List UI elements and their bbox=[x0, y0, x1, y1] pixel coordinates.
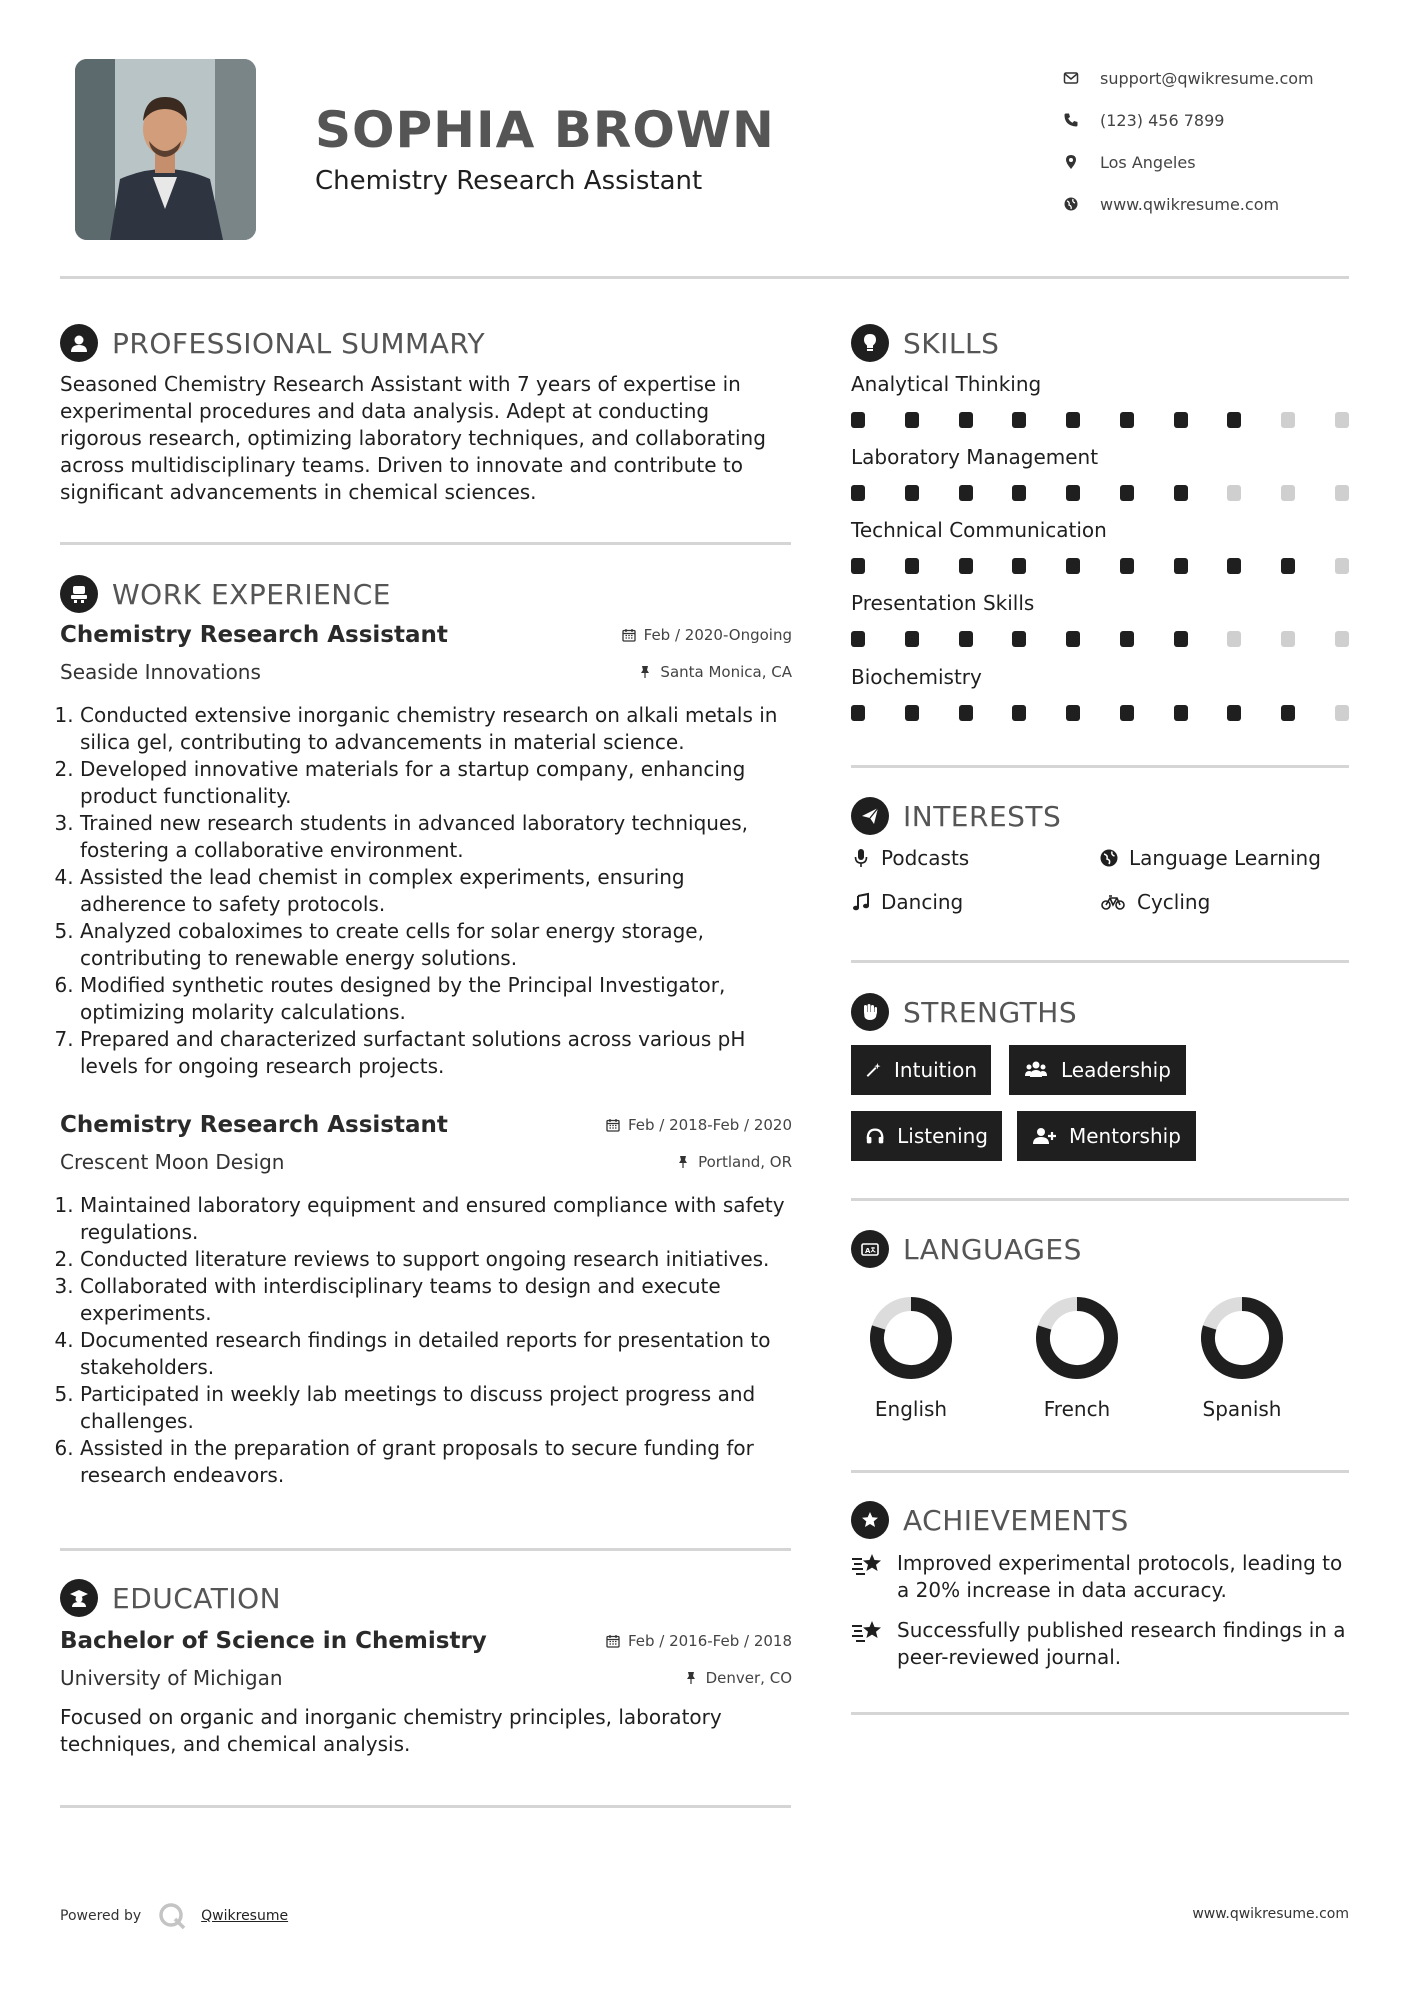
skill-name: Biochemistry bbox=[851, 665, 982, 689]
contact-list bbox=[1062, 57, 1382, 225]
shooting-star-icon bbox=[851, 1550, 885, 1580]
skill-dot-filled bbox=[1066, 705, 1080, 721]
contact-location bbox=[1062, 141, 1382, 183]
language-ring bbox=[868, 1295, 954, 1381]
skill-name: Presentation Skills bbox=[851, 591, 1035, 615]
skill-dot-empty bbox=[1335, 705, 1349, 721]
skill-dot-filled bbox=[851, 558, 865, 574]
skill-dot-empty bbox=[1335, 558, 1349, 574]
job-entry bbox=[60, 622, 792, 1080]
magic-wand-icon bbox=[865, 1059, 882, 1081]
candidate-name: SOPHIA BROWN bbox=[315, 101, 775, 159]
skill-dot-filled bbox=[1066, 485, 1080, 501]
calendar-icon bbox=[606, 1118, 620, 1132]
music-note-icon bbox=[851, 892, 871, 912]
languages-heading bbox=[851, 1230, 1082, 1268]
strength-tag bbox=[1009, 1045, 1186, 1095]
list-item: 7. Prepared and characterized surfactant solutions across various pH levels for ongoing research projects. bbox=[80, 1026, 792, 1080]
fist-icon bbox=[851, 993, 889, 1031]
envelope-icon bbox=[1062, 69, 1080, 87]
strength-tag bbox=[851, 1111, 1002, 1161]
skill-dot-filled bbox=[1227, 558, 1241, 574]
education-dates bbox=[606, 1632, 792, 1650]
job-location-text: Santa Monica, CA bbox=[660, 663, 792, 681]
svg-text:A: A bbox=[865, 1247, 871, 1255]
globe-icon bbox=[1099, 848, 1119, 868]
skill-dot-empty bbox=[1335, 485, 1349, 501]
paper-plane-icon bbox=[851, 797, 889, 835]
skill-rating bbox=[851, 631, 1349, 647]
graduate-icon bbox=[60, 1579, 98, 1617]
list-item: 1. Conducted extensive inorganic chemistry research on alkali metals in silica gel, contributing to advancements in material science. bbox=[80, 702, 792, 756]
user-plus-icon bbox=[1031, 1125, 1057, 1147]
skill-item bbox=[851, 372, 1349, 428]
strength-tag bbox=[1017, 1111, 1196, 1161]
education-divider bbox=[60, 1805, 791, 1808]
contact-phone-text: (123) 456 7899 bbox=[1100, 110, 1225, 130]
skill-dot-filled bbox=[1012, 631, 1026, 647]
contact-website-text: www.qwikresume.com bbox=[1100, 194, 1280, 214]
list-item: 6. Modified synthetic routes designed by the Principal Investigator, optimizing molarity calculations. bbox=[80, 972, 792, 1026]
list-item: 2. Conducted literature reviews to support ongoing research initiatives. bbox=[80, 1246, 792, 1273]
map-pin-icon bbox=[1062, 153, 1080, 171]
interest-label: Cycling bbox=[1137, 890, 1211, 914]
skill-dot-empty bbox=[1335, 412, 1349, 428]
contact-email[interactable] bbox=[1062, 57, 1382, 99]
language-item bbox=[1177, 1295, 1307, 1421]
language-ring bbox=[1199, 1295, 1285, 1381]
languages-divider bbox=[851, 1470, 1349, 1473]
language-name: Spanish bbox=[1202, 1397, 1282, 1421]
skill-dot-filled bbox=[1120, 485, 1134, 501]
contact-email-text: support@qwikresume.com bbox=[1100, 68, 1314, 88]
skill-name: Analytical Thinking bbox=[851, 372, 1042, 396]
skill-dot-filled bbox=[1066, 631, 1080, 647]
interests-divider bbox=[851, 960, 1349, 963]
education-dates-text: Feb / 2016-Feb / 2018 bbox=[627, 1632, 792, 1650]
language-name: English bbox=[874, 1397, 948, 1421]
skill-dot-filled bbox=[1012, 412, 1026, 428]
skill-item bbox=[851, 445, 1349, 501]
job-location bbox=[638, 663, 792, 681]
skill-dot-filled bbox=[1066, 412, 1080, 428]
strengths-heading bbox=[851, 993, 1077, 1031]
powered-by-label: Powered by bbox=[60, 1908, 142, 1924]
skill-dot-filled bbox=[905, 412, 919, 428]
skill-dot-filled bbox=[905, 705, 919, 721]
shooting-star-icon bbox=[851, 1617, 885, 1647]
contact-website[interactable] bbox=[1062, 183, 1382, 225]
interest-label: Dancing bbox=[881, 890, 964, 914]
interest-label: Language Learning bbox=[1129, 846, 1321, 870]
skill-name: Laboratory Management bbox=[851, 445, 1099, 469]
education-description: Focused on organic and inorganic chemistry principles, laboratory techniques, and chemical analysis. bbox=[60, 1705, 722, 1756]
skill-dot-filled bbox=[959, 705, 973, 721]
list-item: 4. Assisted the lead chemist in complex experiments, ensuring adherence to safety protocols. bbox=[80, 864, 792, 918]
skill-dot-filled bbox=[1012, 705, 1026, 721]
user-icon bbox=[60, 324, 98, 362]
skill-dot-empty bbox=[1227, 485, 1241, 501]
skill-dot-filled bbox=[1120, 412, 1134, 428]
strength-label: Intuition bbox=[894, 1058, 977, 1082]
education-heading bbox=[60, 1579, 281, 1617]
achievement-item bbox=[851, 1550, 1351, 1604]
skill-dot-filled bbox=[1281, 558, 1295, 574]
skill-dot-filled bbox=[1174, 412, 1188, 428]
pushpin-icon bbox=[638, 665, 652, 679]
summary-text: Seasoned Chemistry Research Assistant with 7 years of expertise in experimental procedures and data analysis. Adept at conducting rigorous research, optimizing laboratory techniques, and collaborating across multidisciplinary teams. Driven to innovate and contribute to significant advancements in chemical sciences. bbox=[60, 372, 766, 504]
skill-dot-filled bbox=[1281, 705, 1295, 721]
skill-dot-filled bbox=[959, 485, 973, 501]
skill-dot-filled bbox=[1174, 558, 1188, 574]
job-dates bbox=[622, 626, 792, 644]
lightbulb-icon bbox=[851, 324, 889, 362]
interest-label: Podcasts bbox=[881, 846, 970, 870]
qwikresume-logo-icon bbox=[157, 1901, 187, 1931]
skill-dot-filled bbox=[1012, 558, 1026, 574]
footer-powered-by bbox=[60, 1901, 288, 1931]
work-heading bbox=[60, 575, 391, 613]
skill-dot-filled bbox=[1120, 558, 1134, 574]
skill-dot-empty bbox=[1281, 631, 1295, 647]
footer-brand-link[interactable]: Qwikresume bbox=[201, 1908, 289, 1924]
skill-item bbox=[851, 591, 1349, 647]
bicycle-icon bbox=[1099, 892, 1127, 912]
achievement-item bbox=[851, 1617, 1351, 1671]
interest-item bbox=[851, 846, 969, 870]
footer-website[interactable]: www.qwikresume.com bbox=[1192, 1906, 1349, 1922]
profile-photo bbox=[75, 59, 256, 240]
education-entry bbox=[60, 1628, 792, 1758]
skill-dot-filled bbox=[905, 485, 919, 501]
calendar-icon bbox=[622, 628, 636, 642]
calendar-icon bbox=[606, 1634, 620, 1648]
star-badge-icon bbox=[851, 1501, 889, 1539]
interests-heading bbox=[851, 797, 1061, 835]
job-dates-text: Feb / 2020-Ongoing bbox=[643, 626, 792, 644]
summary-title: PROFESSIONAL SUMMARY bbox=[112, 326, 486, 360]
contact-phone[interactable] bbox=[1062, 99, 1382, 141]
microphone-icon bbox=[851, 848, 871, 868]
skill-dot-empty bbox=[1281, 485, 1295, 501]
pushpin-icon bbox=[684, 1671, 698, 1685]
job-company: Seaside Innovations bbox=[60, 660, 261, 684]
skill-dot-filled bbox=[1120, 705, 1134, 721]
skills-heading bbox=[851, 324, 999, 362]
work-title: WORK EXPERIENCE bbox=[112, 577, 391, 611]
skill-dot-filled bbox=[1227, 412, 1241, 428]
list-item: 5. Analyzed cobaloximes to create cells for solar energy storage, contributing to renewable energy solutions. bbox=[80, 918, 792, 972]
list-item: 1. Maintained laboratory equipment and ensured compliance with safety regulations. bbox=[80, 1192, 792, 1246]
list-item: 3. Trained new research students in advanced laboratory techniques, fostering a collaborative environment. bbox=[80, 810, 792, 864]
job-bullets bbox=[60, 702, 792, 1080]
list-item: 2. Developed innovative materials for a startup company, enhancing product functionality. bbox=[80, 756, 792, 810]
degree-name: Bachelor of Science in Chemistry bbox=[60, 1628, 487, 1654]
skill-item bbox=[851, 518, 1349, 574]
users-icon bbox=[1023, 1059, 1049, 1081]
school-name: University of Michigan bbox=[60, 1666, 283, 1690]
translate-icon bbox=[851, 1230, 889, 1268]
interest-item bbox=[1099, 890, 1210, 914]
skill-rating bbox=[851, 558, 1349, 574]
languages-title: LANGUAGES bbox=[903, 1232, 1082, 1266]
skill-dot-filled bbox=[905, 558, 919, 574]
skill-dot-filled bbox=[1174, 631, 1188, 647]
phone-icon bbox=[1062, 111, 1080, 129]
job-bullets bbox=[60, 1192, 792, 1489]
skill-rating bbox=[851, 705, 1349, 721]
achievements-title: ACHIEVEMENTS bbox=[903, 1503, 1129, 1537]
header-divider bbox=[60, 276, 1349, 279]
strengths-divider bbox=[851, 1198, 1349, 1201]
skill-item bbox=[851, 665, 1349, 721]
strength-tag bbox=[851, 1045, 991, 1095]
interest-item bbox=[1099, 846, 1321, 870]
skill-dot-filled bbox=[851, 412, 865, 428]
candidate-title: Chemistry Research Assistant bbox=[315, 166, 703, 196]
briefcase-icon bbox=[60, 575, 98, 613]
strengths-title: STRENGTHS bbox=[903, 995, 1078, 1029]
achievement-text: Improved experimental protocols, leading to a 20% increase in data accuracy. bbox=[897, 1551, 1343, 1602]
skill-dot-filled bbox=[959, 558, 973, 574]
list-item: 5. Participated in weekly lab meetings to discuss project progress and challenges. bbox=[80, 1381, 792, 1435]
job-dates bbox=[606, 1116, 792, 1134]
skill-rating bbox=[851, 485, 1349, 501]
language-item bbox=[846, 1295, 976, 1421]
skill-dot-filled bbox=[1120, 631, 1134, 647]
skill-rating bbox=[851, 412, 1349, 428]
skill-dot-empty bbox=[1281, 412, 1295, 428]
education-location-text: Denver, CO bbox=[705, 1669, 792, 1687]
job-dates-text: Feb / 2018-Feb / 2020 bbox=[627, 1116, 792, 1134]
skills-title: SKILLS bbox=[903, 326, 1000, 360]
globe-icon bbox=[1062, 195, 1080, 213]
skill-dot-filled bbox=[1012, 485, 1026, 501]
pushpin-icon bbox=[676, 1155, 690, 1169]
interest-item bbox=[851, 890, 963, 914]
work-divider bbox=[60, 1548, 791, 1551]
strength-label: Listening bbox=[897, 1124, 988, 1148]
job-company: Crescent Moon Design bbox=[60, 1150, 285, 1174]
contact-location-text: Los Angeles bbox=[1100, 152, 1196, 172]
skill-dot-filled bbox=[1066, 558, 1080, 574]
strength-label: Mentorship bbox=[1069, 1124, 1181, 1148]
list-item: 6. Assisted in the preparation of grant proposals to secure funding for research endeavors. bbox=[80, 1435, 792, 1489]
language-name: French bbox=[1043, 1397, 1111, 1421]
strength-label: Leadership bbox=[1061, 1058, 1171, 1082]
list-item: 3. Collaborated with interdisciplinary teams to design and execute experiments. bbox=[80, 1273, 792, 1327]
summary-heading bbox=[60, 324, 485, 362]
achievement-text: Successfully published research findings in a peer-reviewed journal. bbox=[897, 1618, 1346, 1669]
language-ring bbox=[1034, 1295, 1120, 1381]
skill-dot-filled bbox=[959, 412, 973, 428]
skill-dot-filled bbox=[851, 705, 865, 721]
headphones-icon bbox=[865, 1125, 885, 1147]
skill-dot-filled bbox=[905, 631, 919, 647]
job-entry bbox=[60, 1112, 792, 1489]
achievements-divider bbox=[851, 1712, 1349, 1715]
skill-dot-empty bbox=[1335, 631, 1349, 647]
skill-dot-filled bbox=[851, 485, 865, 501]
summary-divider bbox=[60, 542, 791, 545]
job-location bbox=[676, 1153, 792, 1171]
education-location bbox=[684, 1669, 792, 1687]
language-item bbox=[1012, 1295, 1142, 1421]
job-role: Chemistry Research Assistant bbox=[60, 1112, 448, 1138]
job-location-text: Portland, OR bbox=[698, 1153, 792, 1171]
list-item: 4. Documented research findings in detailed reports for presentation to stakeholders. bbox=[80, 1327, 792, 1381]
skill-dot-filled bbox=[851, 631, 865, 647]
education-title: EDUCATION bbox=[112, 1581, 282, 1615]
interests-title: INTERESTS bbox=[903, 799, 1062, 833]
skill-name: Technical Communication bbox=[851, 518, 1107, 542]
skill-dot-filled bbox=[1174, 705, 1188, 721]
skill-dot-empty bbox=[1227, 631, 1241, 647]
job-role: Chemistry Research Assistant bbox=[60, 622, 448, 648]
skill-dot-filled bbox=[1227, 705, 1241, 721]
skills-divider bbox=[851, 765, 1349, 768]
skill-dot-filled bbox=[959, 631, 973, 647]
achievements-heading bbox=[851, 1501, 1129, 1539]
skill-dot-filled bbox=[1174, 485, 1188, 501]
